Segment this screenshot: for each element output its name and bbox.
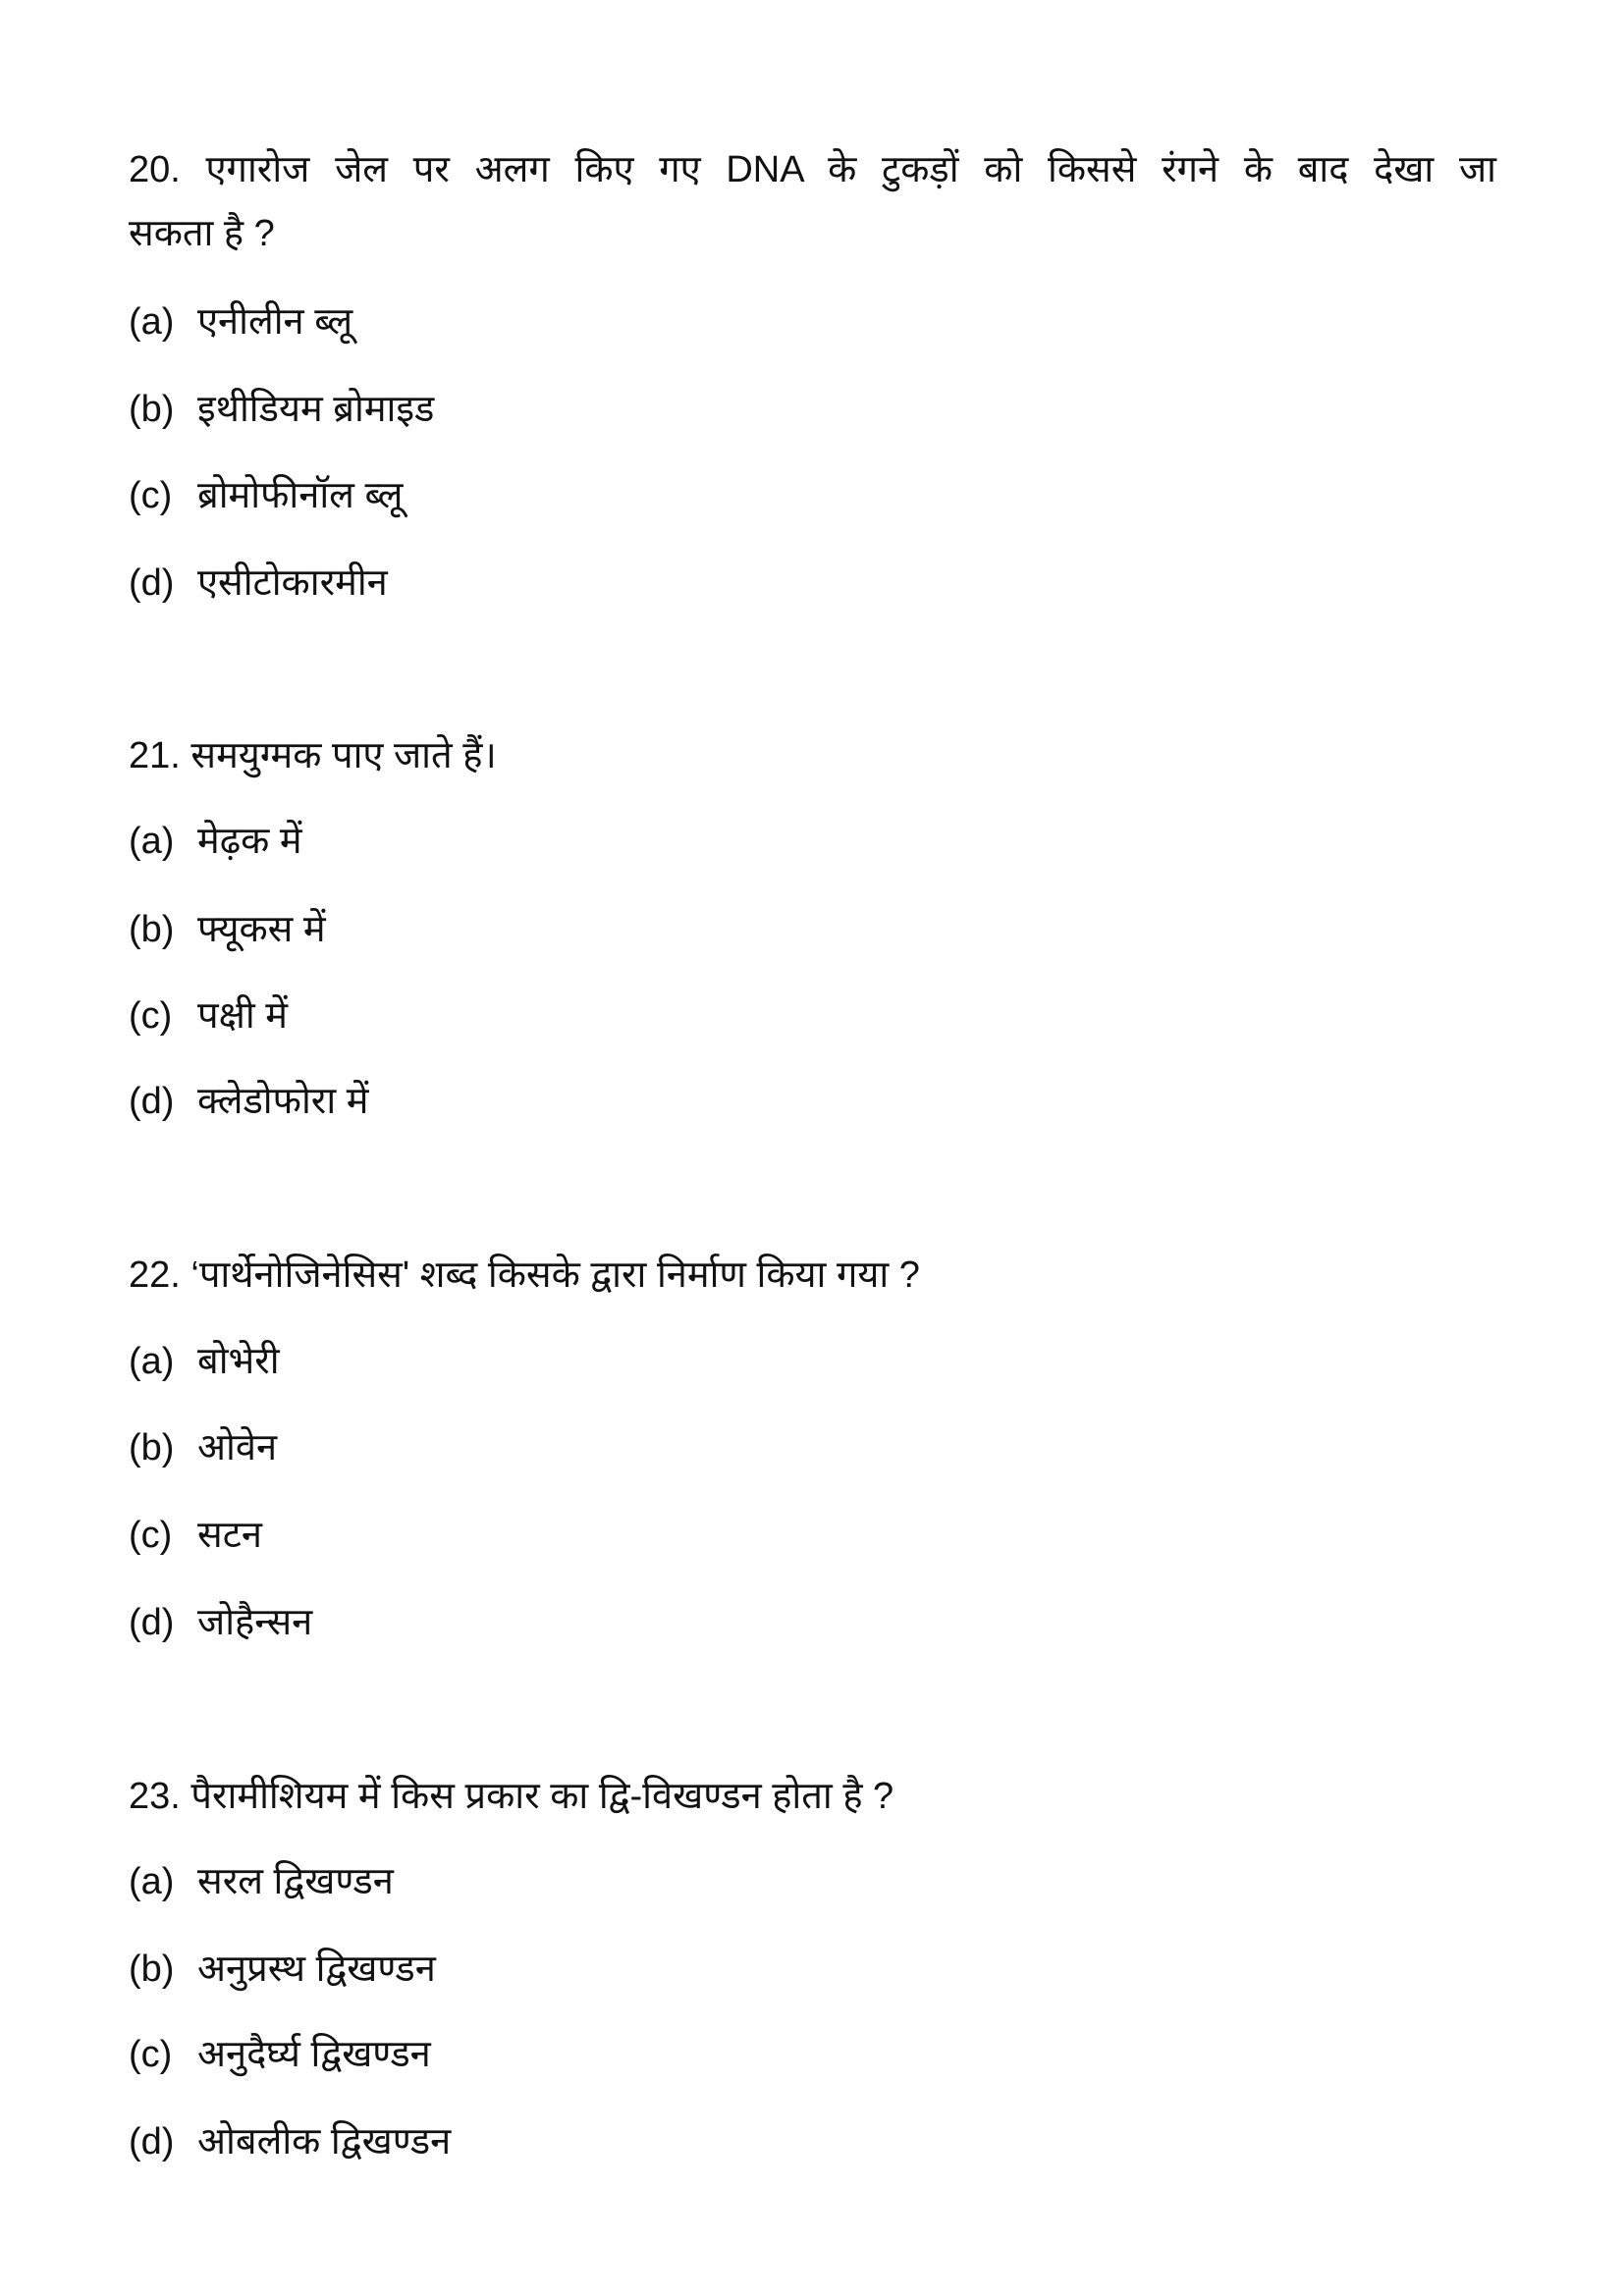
question-21-text xyxy=(129,731,497,780)
question-number: 20. xyxy=(129,149,181,190)
question-text: समयुग्मक पाए जाते हैं। xyxy=(190,735,497,776)
question-text: ‘पार्थेनोजिनेसिस' शब्द किसके द्वारा निर्माण किया गया ? xyxy=(190,1255,920,1296)
option-text: ओवेन xyxy=(197,1427,278,1468)
option-text: अनुप्रस्थ द्विखण्डन xyxy=(197,1949,436,1990)
option-23-c xyxy=(129,2030,431,2079)
option-text: ब्रोमोफीनॉल ब्लू xyxy=(197,475,404,516)
option-text: अनुदैर्घ्य द्विखण्डन xyxy=(197,2034,431,2075)
option-23-b xyxy=(129,1945,436,1994)
option-label: (c) xyxy=(129,2034,173,2075)
question-number: 23. xyxy=(129,1776,181,1817)
option-text: एसीटोकारमीन xyxy=(197,562,388,604)
question-23-text xyxy=(129,1772,893,1821)
option-label: (c) xyxy=(129,475,173,516)
option-22-c xyxy=(129,1511,262,1560)
option-text: जोहैन्सन xyxy=(197,1602,313,1643)
option-20-b xyxy=(129,385,434,434)
option-21-b xyxy=(129,905,326,954)
option-label: (c) xyxy=(129,1515,173,1556)
option-label: (b) xyxy=(129,389,175,430)
option-23-a xyxy=(129,1857,394,1906)
option-text: सरल द्विखण्डन xyxy=(197,1861,394,1902)
option-label: (a) xyxy=(129,1341,175,1382)
option-label: (c) xyxy=(129,995,173,1037)
option-text: पक्षी में xyxy=(197,995,288,1037)
option-text: फ्यूकस में xyxy=(197,909,326,950)
option-text: मेढ़क में xyxy=(197,821,302,862)
question-text: पैरामीशियम में किस प्रकार का द्वि-विखण्डन होता है ? xyxy=(190,1776,894,1817)
option-label: (b) xyxy=(129,909,175,950)
option-22-d xyxy=(129,1598,312,1647)
option-label: (d) xyxy=(129,1081,175,1122)
option-label: (a) xyxy=(129,821,175,862)
option-label: (a) xyxy=(129,1861,175,1902)
option-label: (a) xyxy=(129,301,175,343)
option-text: इथीडियम ब्रोमाइड xyxy=(197,389,435,430)
question-20-text xyxy=(129,145,1496,194)
question-20-text-continued: सकता है ? xyxy=(129,213,275,254)
option-21-d xyxy=(129,1077,368,1126)
option-label: (b) xyxy=(129,1949,175,1990)
option-21-c xyxy=(129,991,288,1041)
question-number: 22. xyxy=(129,1255,181,1296)
option-22-a xyxy=(129,1337,280,1386)
option-label: (d) xyxy=(129,1602,175,1643)
option-21-a xyxy=(129,817,302,866)
option-text: एनीलीन ब्लू xyxy=(197,301,353,343)
option-text: क्लेडोफोरा में xyxy=(197,1081,369,1122)
question-22-text xyxy=(129,1251,920,1300)
question-number: 21. xyxy=(129,735,181,776)
option-20-d xyxy=(129,559,388,608)
question-text: एगारोज जेल पर अलग किए गए DNA के टुकड़ों को किससे रंगने के बाद देखा जा xyxy=(205,149,1497,190)
option-23-d xyxy=(129,2117,451,2166)
option-label: (d) xyxy=(129,2121,175,2163)
option-text: ओबलीक द्विखण्डन xyxy=(197,2121,452,2163)
option-label: (b) xyxy=(129,1427,175,1468)
option-20-c xyxy=(129,471,403,520)
option-text: सटन xyxy=(197,1515,262,1556)
option-22-b xyxy=(129,1423,277,1472)
option-20-a xyxy=(129,297,352,347)
option-text: बोभेरी xyxy=(197,1341,280,1382)
option-label: (d) xyxy=(129,562,175,604)
